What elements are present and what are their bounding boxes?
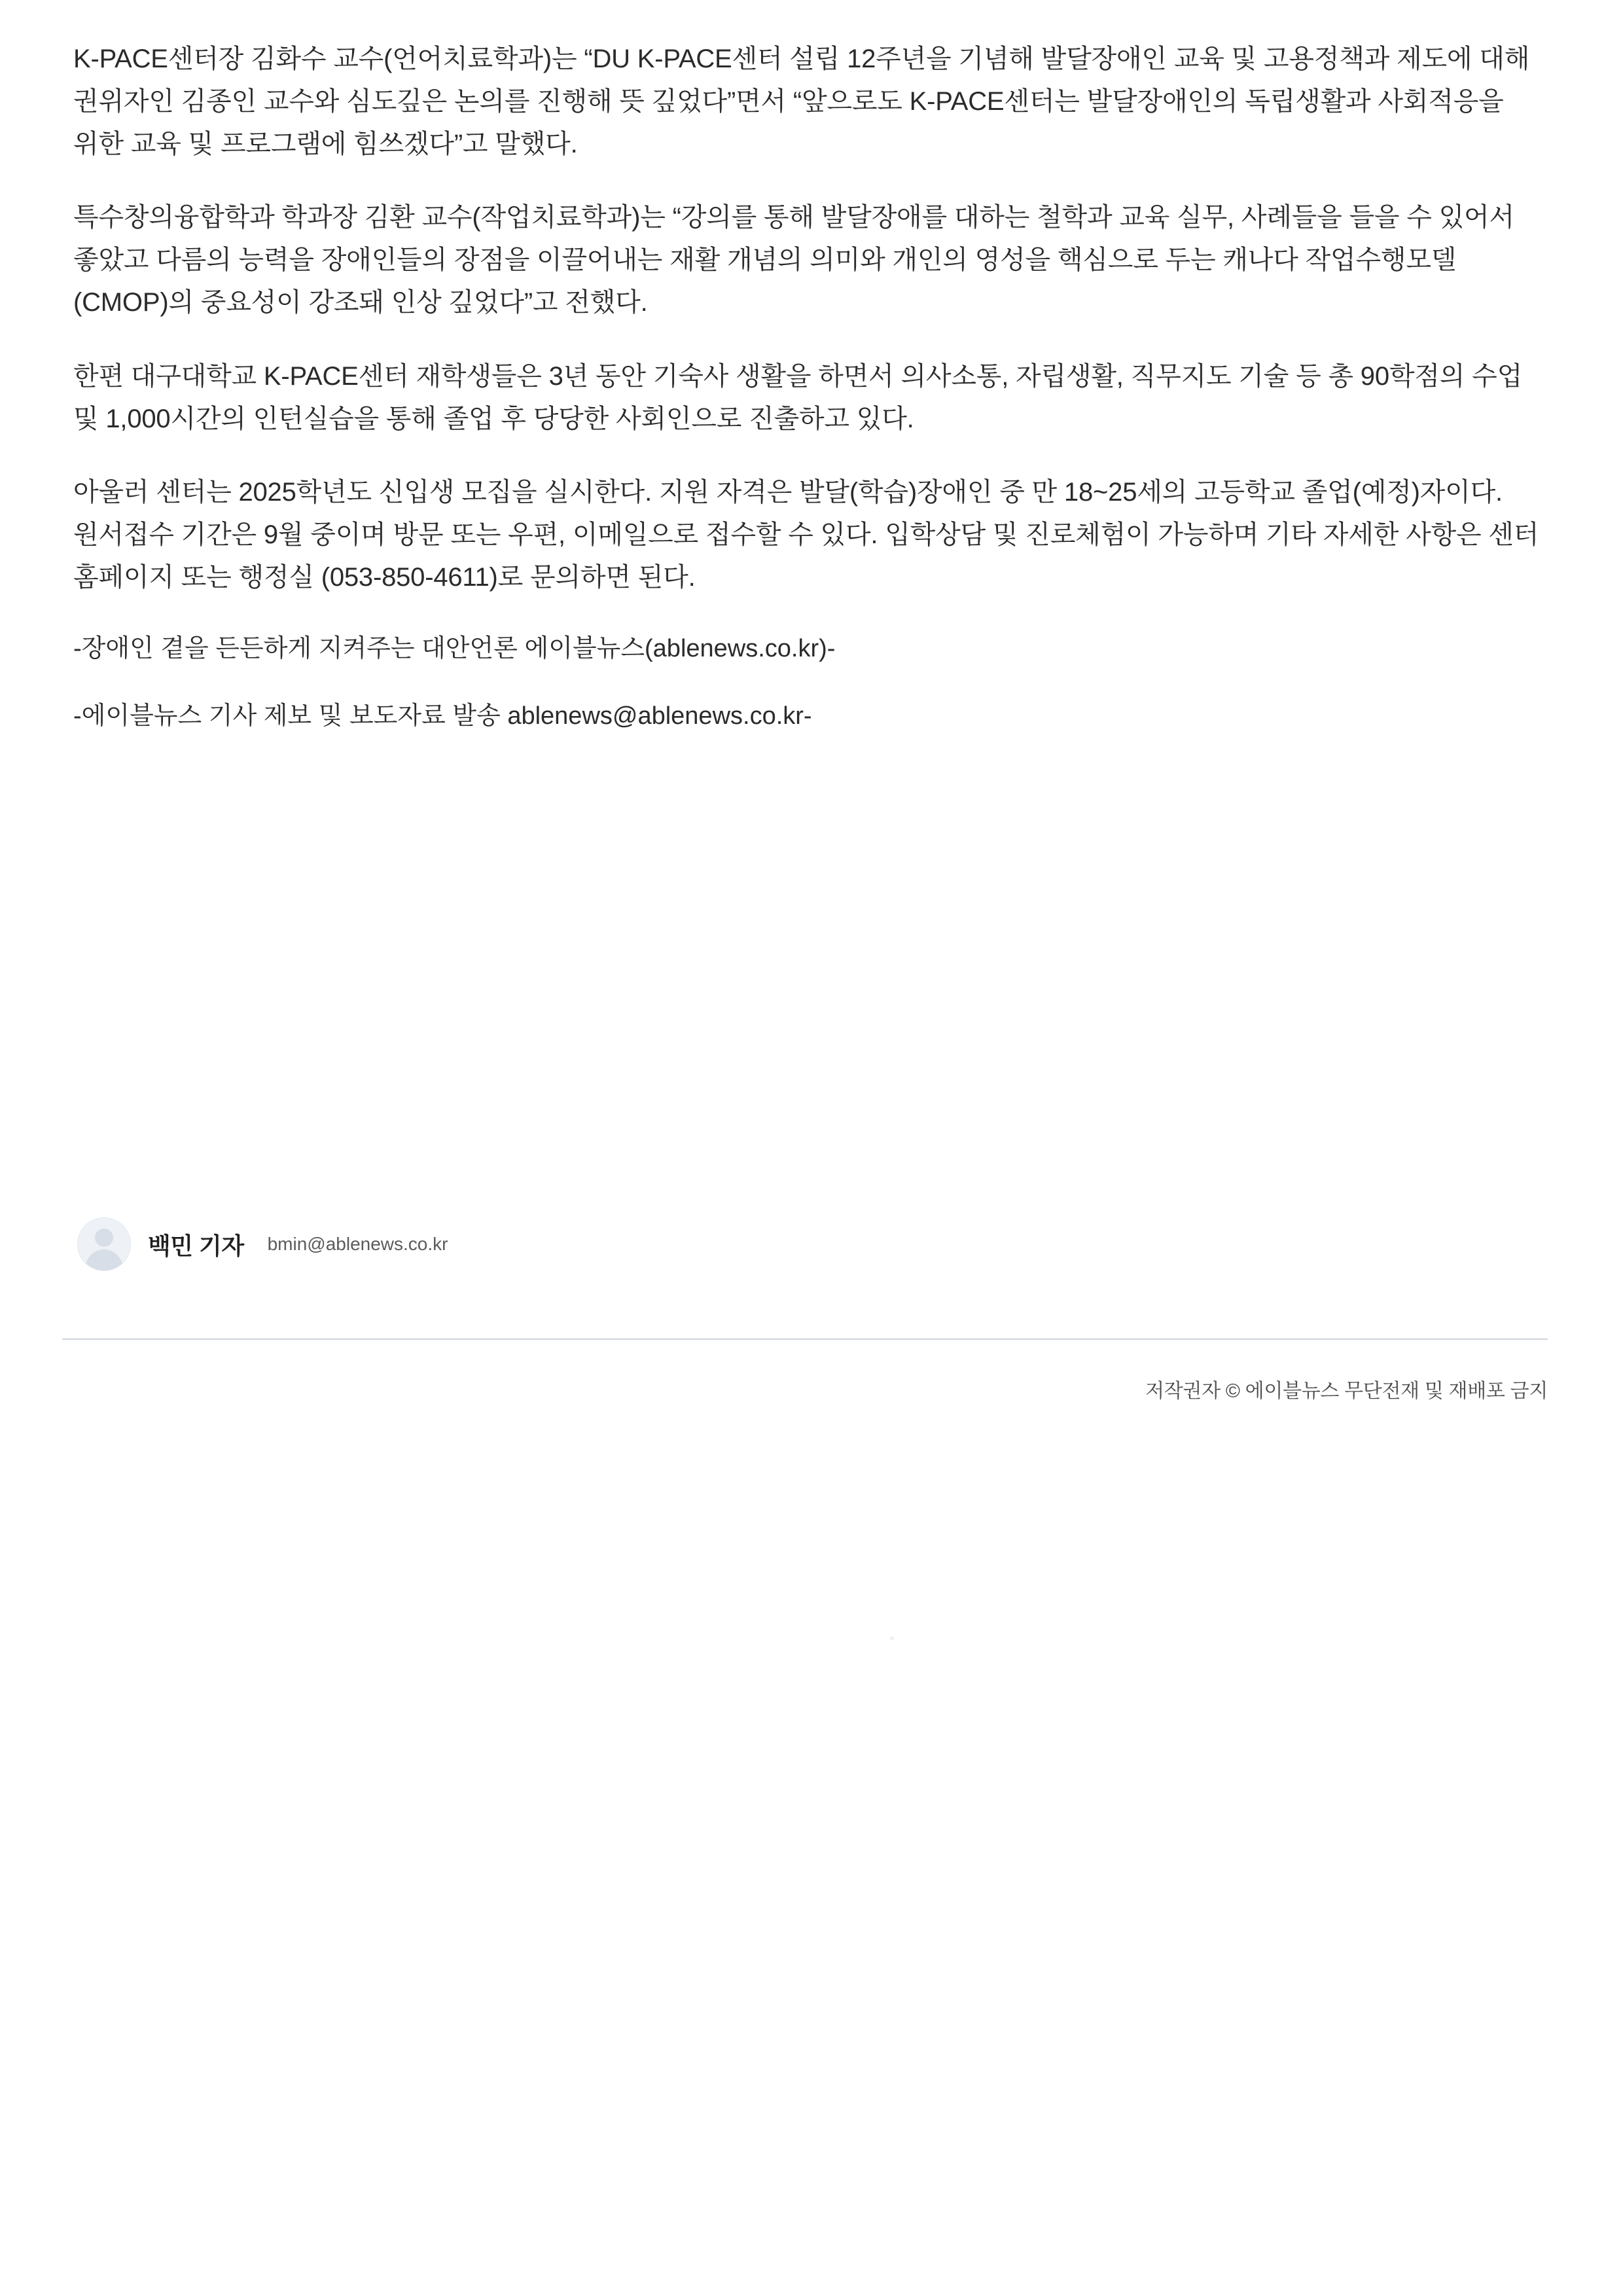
user-avatar-icon (78, 1218, 130, 1270)
copyright-notice: 저작권자 © 에이블뉴스 무단전재 및 재배포 금지 (1145, 1380, 1548, 1402)
avatar (77, 1217, 131, 1271)
signature-line: -장애인 곁을 든든하게 지켜주는 대안언론 에이블뉴스(ablenews.co.kr)- (73, 634, 836, 662)
article-paragraph: 특수창의융합학과 학과장 김환 교수(작업치료학과)는 “강의를 통해 발달장애를 대하는 철학과 교육 실무, 사례들을 들을 수 있어서 좋았고 다름의 능력을 장애인들의 장점을 이끌어내는 재활 개념의 의미와 개인의 영성을 핵심으로 두는 캐나다 작업수행모델(CMOP)의 중요성이 강조돼 인상 깊었다”고 전했다. (73, 203, 1514, 317)
article-paragraph: K-PACE센터장 김화수 교수(언어치료학과)는 “DU K-PACE센터 설립 12주년을 기념해 발달장애인 교육 및 고용정책과 제도에 대해 권위자인 김종인 교수와 심도깊은 논의를 진행해 뜻 깊었다”면서 “앞으로도 K-PACE센터는 발달장애인의 독립생활과 사회적응을 위한 교육 및 프로그램에 힘쓰겠다”고 말했다. (73, 45, 1530, 158)
publication-signature (73, 629, 1550, 736)
article-paragraph: 한편 대구대학교 K-PACE센터 재학생들은 3년 동안 기숙사 생활을 하면서 의사소통, 자립생활, 직무지도 기술 등 총 90학점의 수업 및 1,000시간의 인턴실습을 통해 졸업 후 당당한 사회인으로 진출하고 있다. (73, 361, 1523, 433)
signature-line: -에이블뉴스 기사 제보 및 보도자료 발송 ablenews@ablenews.co.kr- (73, 702, 812, 730)
reporter-email[interactable]: bmin@ablenews.co.kr (267, 1234, 448, 1254)
reporter-name: 백민 기자 (148, 1232, 244, 1259)
byline (77, 1217, 448, 1271)
page-artifact-dot (890, 1636, 894, 1640)
footer-divider (62, 1338, 1548, 1340)
article-body (73, 38, 1550, 763)
article-paragraph: 아울러 센터는 2025학년도 신입생 모집을 실시한다. 지원 자격은 발달(학습)장애인 중 만 18~25세의 고등학교 졸업(예정)자이다. 원서접수 기간은 9월 중이며 방문 또는 우편, 이메일으로 접수할 수 있다. 입학상담 및 진로체험이 가능하며 기타 자세한 사항은 센터 홈페이지 또는 행정실 (053-850-4611)로 문의하면 된다. (73, 478, 1539, 592)
